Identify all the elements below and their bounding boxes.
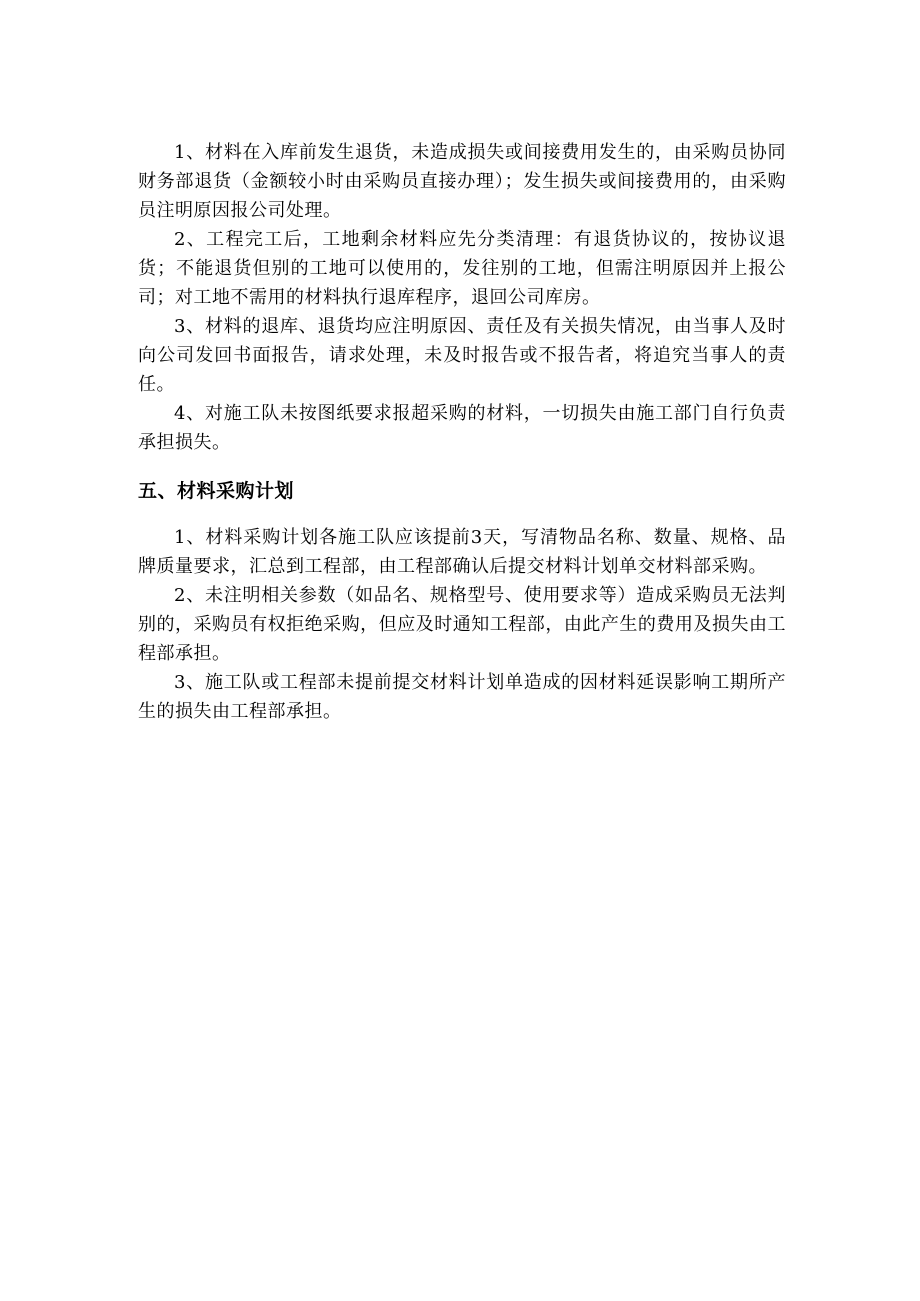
paragraph-plan-submission: 1、材料采购计划各施工队应该提前3天，写清物品名称、数量、规格、品牌质量要求，汇总到工程部，由工程部确认后提交材料计划单交材料部采购。 [138, 527, 786, 577]
paragraph-late-plan-loss: 3、施工队或工程部未提前提交材料计划单造成的因材料延误影响工期所产生的损失由工程部承担。 [138, 672, 786, 722]
paragraph-over-purchase-loss: 4、对施工队未按图纸要求报超采购的材料，一切损失由施工部门自行负责承担损失。 [138, 403, 786, 453]
document-body [138, 138, 786, 726]
paragraph-return-report: 3、材料的退库、退货均应注明原因、责任及有关损失情况，由当事人及时向公司发回书面报告，请求处理，未及时报告或不报告者，将追究当事人的责任。 [138, 316, 786, 395]
paragraph-surplus-materials: 2、工程完工后，工地剩余材料应先分类清理：有退货协议的，按协议退货；不能退货但别的工地可以使用的，发往别的工地，但需注明原因并上报公司；对工地不需用的材料执行退库程序，退回公司库房。 [138, 229, 786, 308]
section-heading-purchase-plan: 五、材料采购计划 [138, 480, 295, 502]
paragraph-return-before-storage: 1、材料在入库前发生退货，未造成损失或间接费用发生的，由采购员协同财务部退货（金额较小时由采购员直接办理）；发生损失或间接费用的，由采购员注明原因报公司处理。 [138, 142, 786, 221]
paragraph-missing-parameters: 2、未注明相关参数（如品名、规格型号、使用要求等）造成采购员无法判别的，采购员有权拒绝采购，但应及时通知工程部，由此产生的费用及损失由工程部承担。 [138, 585, 786, 664]
